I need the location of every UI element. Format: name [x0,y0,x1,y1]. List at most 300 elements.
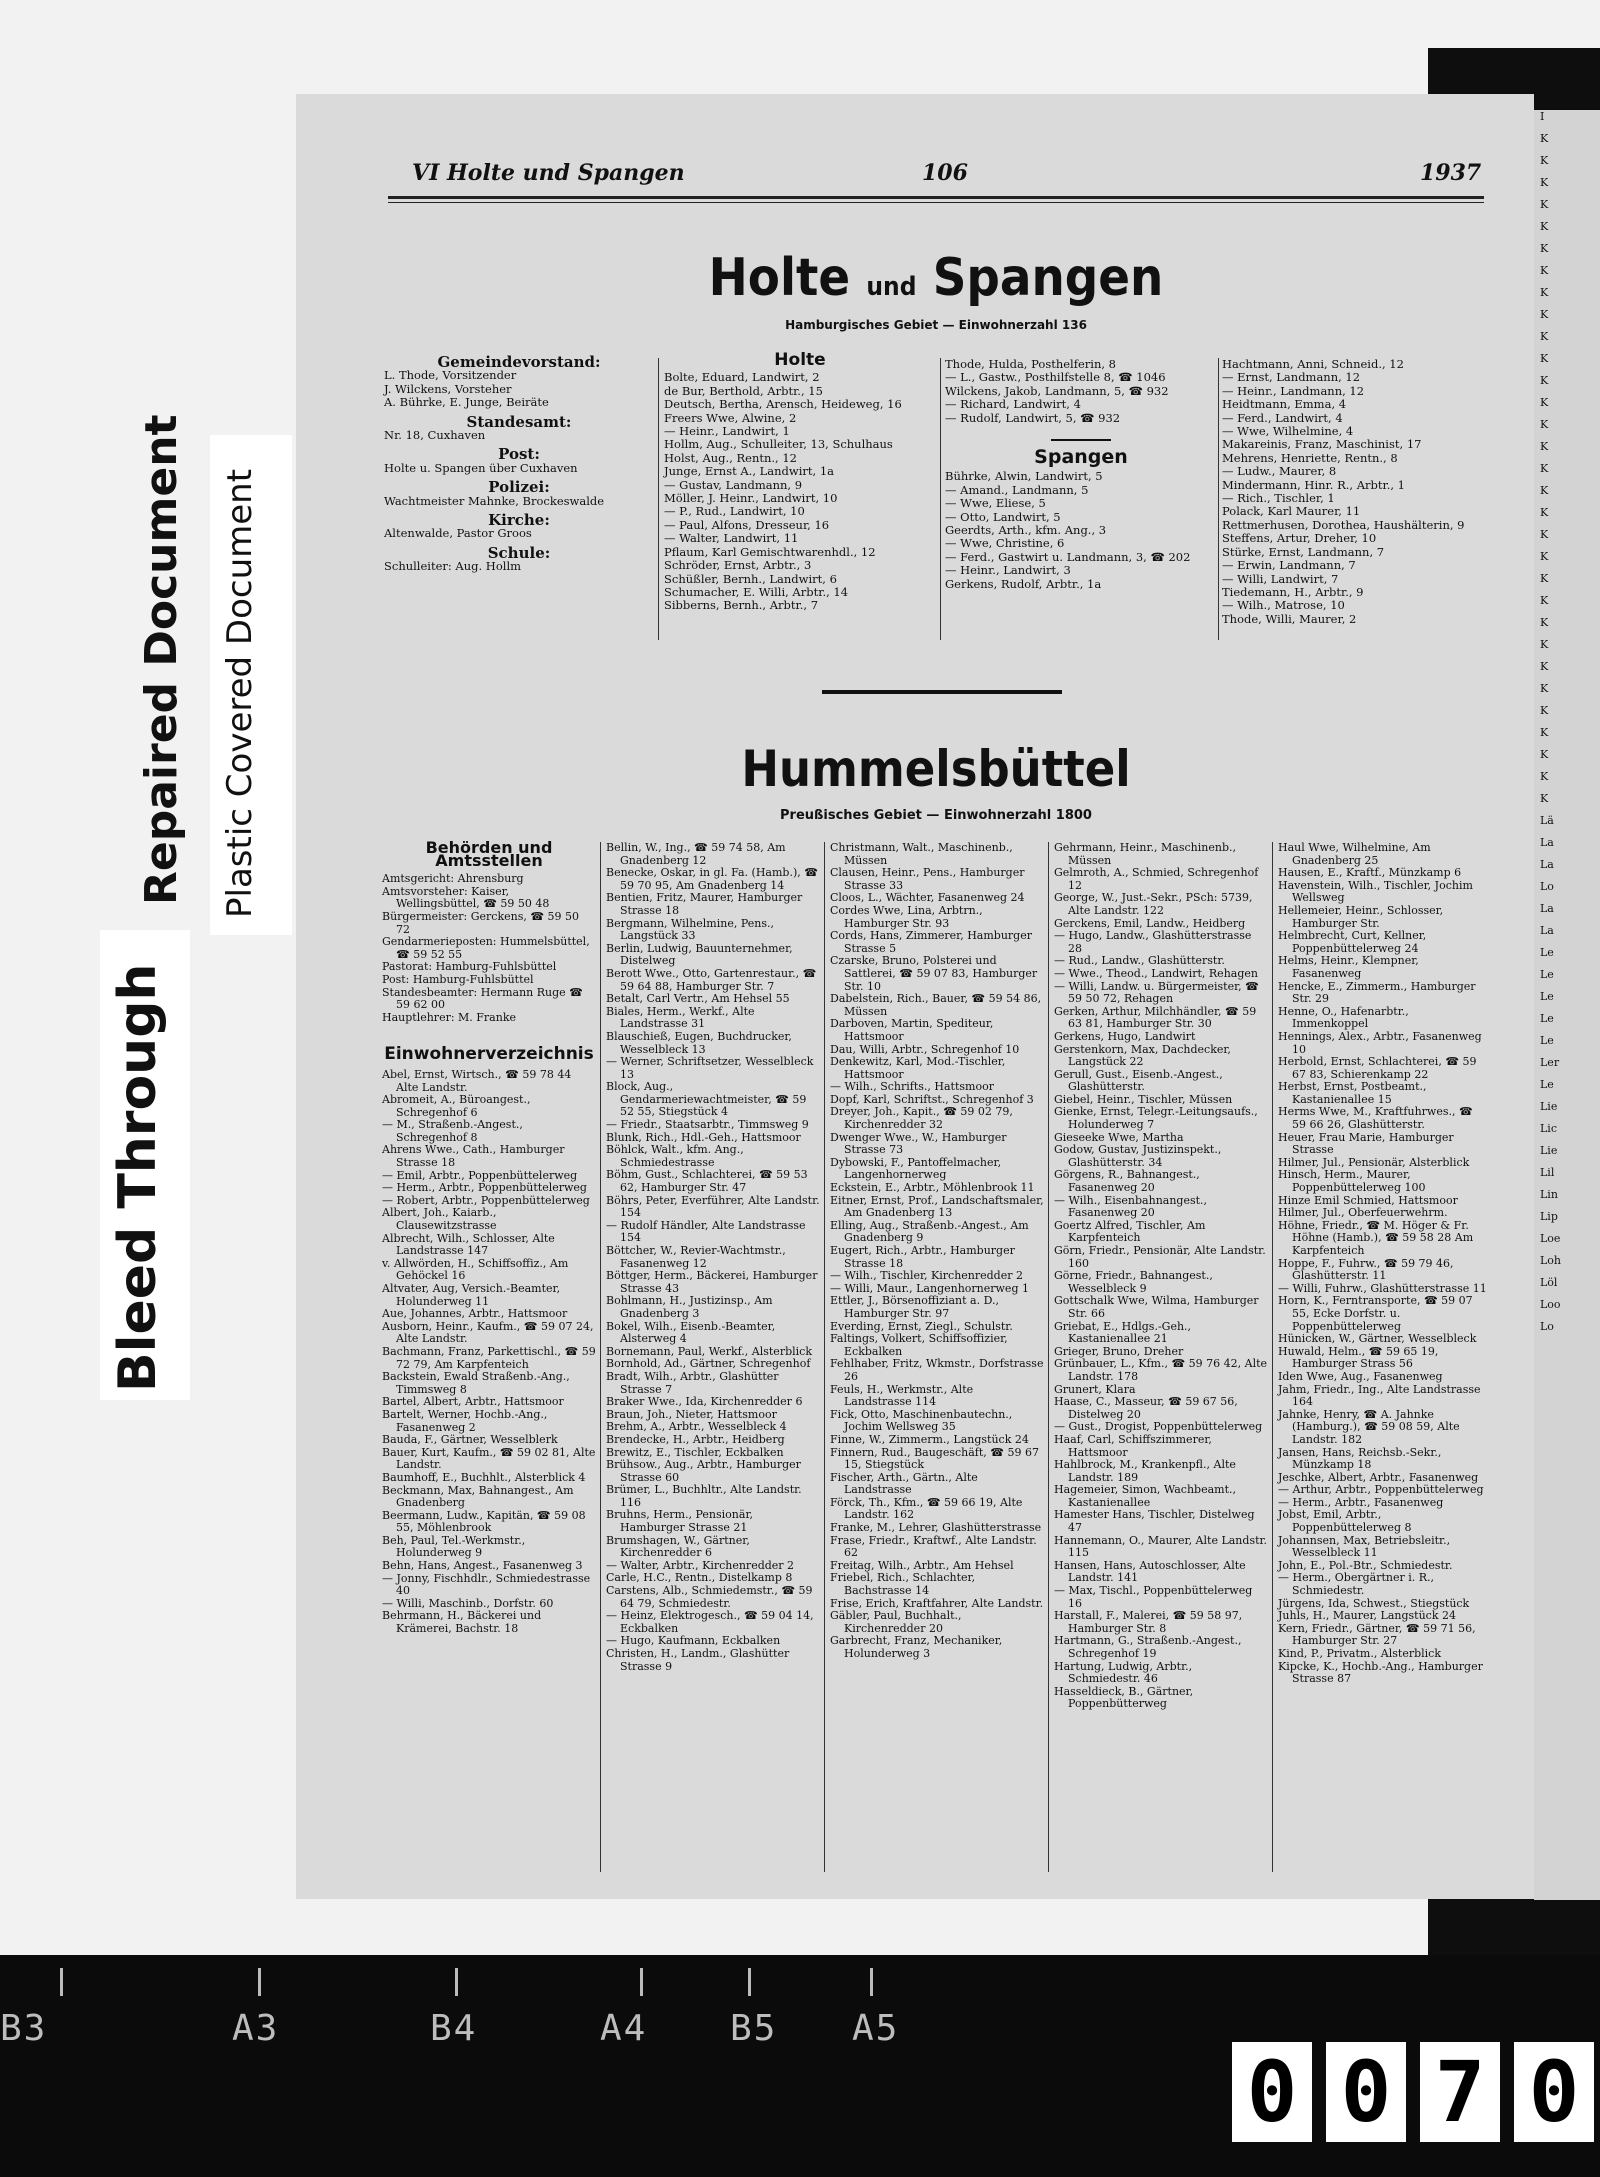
resident-entry: — Hugo, Kaufmann, Eckbalken [606,1634,781,1648]
resident-entry: — Robert, Arbtr., Poppenbüttelerweg [382,1193,590,1207]
resident-entry: — M., Straßenb.-Angest., Schregenhof 8 [382,1118,523,1144]
resident-entry: Kipcke, K., Hochb.-Ang., Hamburger Strasse 87 [1278,1659,1483,1686]
header-year: 1937 [1420,160,1482,186]
resident-entry: — Herm., Arbtr., Fasanenweg [1278,1495,1444,1509]
resident-entry: v. Allwörden, H., Schiffsoffiz., Am Gehöckel 16 [382,1256,569,1283]
resident-entry: Frase, Friedr., Kraftwf., Alte Landstr. 62 [830,1533,1037,1560]
resident-entry: Hinsch, Herm., Maurer, Poppenbüttelerweg 100 [1278,1168,1426,1195]
resident-entry: Johannsen, Max, Betriebsleitr., Wesselbleck 11 [1278,1533,1451,1560]
resident-entry: Heuer, Frau Marie, Hamburger Strasse [1278,1130,1454,1157]
resident-entry: Gerckens, Emil, Landw., Heidberg [1054,916,1246,930]
resident-entry: Pflaum, Karl Gemischtwarenhdl., 12 [664,544,876,559]
resident-entry: Hencke, E., Zimmerm., Hamburger Str. 29 [1278,979,1476,1006]
resident-entry: Grünbauer, L., Kfm., ☎ 59 76 42, Alte Landstr. 178 [1054,1357,1268,1383]
margin-fragment: K [1540,550,1549,563]
resident-entry: Görne, Friedr., Bahnangest., Wesselbleck 9 [1054,1269,1213,1295]
resident-entry: Bentien, Fritz, Maurer, Hamburger Strasse 18 [606,891,803,917]
resident-entry: Behn, Hans, Angest., Fasanenweg 3 [382,1559,583,1573]
resident-entry: Harstall, F., Malerei, ☎ 59 58 97, Hamburger Str. 8 [1054,1609,1243,1635]
header-title: VI Holte und Spangen [412,160,685,186]
margin-fragment: K [1540,242,1549,255]
resident-entry: Biales, Herm., Werkf., Alte Landstrasse 31 [606,1004,755,1031]
margin-fragment: K [1540,308,1549,321]
official-heading: Schule: [487,543,551,562]
margin-fragment: K [1540,352,1549,365]
resident-entry: — Wwe, Christine, 6 [945,536,1065,551]
margin-fragment: Lä [1540,814,1554,827]
ruler-label: A3 [232,2008,280,2049]
resident-entry: Gäbler, Paul, Buchhalt., Kirchenredder 20 [830,1609,962,1635]
resident-entry: — Rudolf Händler, Alte Landstrasse 154 [606,1218,806,1245]
resident-entry: Frise, Erich, Kraftfahrer, Alte Landstr. [830,1596,1044,1610]
resident-entry: Haul Wwe, Wilhelmine, Am Gnadenberg 25 [1278,841,1431,867]
resident-entry: Fehlhaber, Fritz, Wkmstr., Dorfstrasse 26 [830,1357,1044,1383]
resident-entry: Jobst, Emil, Arbtr., Poppenbüttelerweg 8 [1278,1508,1412,1535]
resident-entry: Czarske, Bruno, Polsterei und Sattlerei, ☎ 59 07 83, Hamburger Str. 10 [830,954,1038,993]
margin-fragment: Ler [1540,1056,1560,1069]
resident-entry: Griebat, E., Hdlgs.-Geh., Kastanienallee 21 [1054,1319,1192,1346]
resident-entry: Hartmann, G., Straßenb.-Angest., Schregenhof 19 [1054,1634,1242,1660]
next-page-edge [1534,110,1600,1900]
margin-fragment: Lip [1540,1210,1558,1223]
repaired-document-label: Repaired Document [136,414,187,905]
resident-entry: Bornemann, Paul, Werkf., Alsterblick [606,1344,812,1358]
ruler-label: A5 [852,2008,900,2049]
resident-entry: — Richard, Landwirt, 4 [945,397,1081,412]
resident-entry: Herbold, Ernst, Schlachterei, ☎ 59 67 83, Schierenkamp 22 [1278,1055,1477,1081]
frame-digit: 0 [1326,2042,1406,2142]
resident-entry: — Willi, Landwirt, 7 [1222,571,1339,586]
margin-fragment: Le [1540,946,1554,959]
official-line: Wachtmeister Mahnke, Brockeswalde [384,493,605,508]
margin-fragment: K [1540,660,1549,673]
resident-entry: — Max, Tischl., Poppenbüttelerweg 16 [1054,1584,1253,1610]
resident-entry: Bauer, Kurt, Kaufm., ☎ 59 02 81, Alte Landstr. [382,1445,596,1472]
resident-entry: Helmbrecht, Curt, Kellner, Poppenbüttelerweg 24 [1278,929,1427,955]
resident-entry: Wilckens, Jakob, Landmann, 5, ☎ 932 [945,383,1169,398]
resident-entry: Hansen, Hans, Autoschlosser, Alte Landstr. 141 [1054,1558,1246,1585]
resident-entry: Haaf, Carl, Schiffszimmerer, Hattsmoor [1054,1432,1212,1459]
resident-entry: Junge, Ernst A., Landwirt, 1a [664,464,835,479]
resident-entry: Juhls, H., Maurer, Langstück 24 [1278,1609,1456,1623]
resident-entry: — Otto, Landwirt, 5 [945,509,1061,524]
resident-entry: Cordes Wwe, Lina, Arbtrn., Hamburger Str. 93 [830,903,983,930]
resident-entry: — Herm., Arbtr., Poppenbüttelerweg [382,1181,587,1195]
margin-fragment: K [1540,220,1549,233]
resident-entry: — Ferd., Gastwirt u. Landmann, 3, ☎ 202 [945,549,1191,564]
resident-entry: Horn, K., Ferntransporte, ☎ 59 07 55, Ecke Dorfstr. u. Poppenbüttelerweg [1278,1294,1473,1333]
spangen-heading: Spangen [1034,446,1128,469]
resident-entry: Rettmerhusen, Dorothea, Haushälterin, 9 [1222,517,1465,532]
frame-digit: 0 [1514,2042,1594,2142]
margin-fragment: K [1540,440,1549,453]
resident-entry: Everding, Ernst, Ziegl., Schulstr. [830,1319,1013,1333]
official-heading: Post: [498,445,540,464]
official-line: Holte u. Spangen über Cuxhaven [384,460,578,475]
resident-entry: — Heinr., Landwirt, 3 [945,563,1071,578]
resident-entry: Altvater, Aug, Versich.-Beamter, Holunderweg 11 [382,1282,561,1308]
resident-entry: Jahnke, Henry, ☎ A. Jahnke (Hamburg.), ☎ 59 08 59, Alte Landstr. 182 [1278,1407,1460,1446]
hummel-col-4 [1054,842,1268,1711]
holte-residents-2 [945,358,1217,591]
resident-entry: Clausen, Heinr., Pens., Hamburger Strasse 33 [830,866,1025,892]
resident-entry: Dwenger Wwe., W., Hamburger Strasse 73 [830,1130,1007,1157]
frame-digit: 7 [1420,2042,1500,2142]
margin-fragment: K [1540,616,1549,629]
resident-entry: Darboven, Martin, Spediteur, Hattsmoor [830,1017,994,1043]
resident-entry: Hilmer, Jul., Pensionär, Alsterblick [1278,1155,1470,1169]
resident-entry: — P., Rud., Landwirt, 10 [664,504,805,519]
resident-entry: Benecke, Oskar, in gl. Fa. (Hamb.), ☎ 59 70 95, Am Gnadenberg 14 [606,866,818,892]
margin-fragment: Loe [1540,1232,1561,1245]
resident-entry: Gehrmann, Heinr., Maschinenb., Müssen [1054,841,1236,867]
resident-entry: Dybowski, F., Pantoffelmacher, Langenhornerweg [830,1155,1002,1182]
resident-entry: Bolte, Eduard, Landwirt, 2 [664,370,820,385]
margin-fragment: Lo [1540,1320,1554,1333]
resident-entry: Deutsch, Bertha, Arensch, Heideweg, 16 [664,397,902,412]
hummel-col-2 [606,842,820,1673]
official-line: Nr. 18, Cuxhaven [384,428,486,443]
section-subtitle-holte: Hamburgisches Gebiet — Einwohnerzahl 136 [785,318,1087,332]
margin-fragment: K [1540,176,1549,189]
resident-entry: — Friedr., Staatsarbtr., Timmsweg 9 [606,1118,809,1132]
margin-fragment: K [1540,528,1549,541]
official-line: A. Bührke, E. Junge, Beiräte [384,395,549,410]
resident-entry: Bachmann, Franz, Parkettischl., ☎ 59 72 79, Am Karpfenteich [382,1344,596,1371]
column-rule [1272,842,1273,1872]
resident-entry: Hellemeier, Heinr., Schlosser, Hamburger Str. [1278,903,1444,930]
resident-entry: Gienke, Ernst, Telegr.-Leitungsaufs., Holunderweg 7 [1054,1105,1258,1132]
margin-fragment: Le [1540,1012,1554,1025]
official-line: L. Thode, Vorsitzender [384,368,517,383]
resident-entry: — Ludw., Maurer, 8 [1222,464,1337,479]
resident-entry: Böhrs, Peter, Everführer, Alte Landstr. 154 [606,1193,820,1220]
resident-entry: Albrecht, Wilh., Schlosser, Alte Landstrasse 147 [382,1231,555,1258]
holte-heading: Holte [774,350,826,370]
margin-fragment: I [1540,110,1545,123]
resident-entry: Hamester Hans, Tischler, Distelweg 47 [1054,1508,1255,1535]
resident-entry: Abromeit, A., Büroangest., Schregenhof 6 [382,1093,531,1119]
frame-digit: 0 [1232,2042,1312,2142]
margin-fragment: Le [1540,1034,1554,1047]
holte-officials [384,350,654,574]
margin-fragment: Le [1540,1078,1554,1091]
resident-entry: Herbst, Ernst, Postbeamt., Kastanienallee 15 [1278,1080,1427,1106]
resident-entry: Böhlck, Walt., kfm. Ang., Schmiedestrasse [606,1143,744,1169]
section-divider [822,690,1062,694]
column-rule [824,842,825,1872]
resident-entry: Giebel, Heinr., Tischler, Müssen [1054,1092,1233,1106]
resident-entry: Bellin, W., Ing., ☎ 59 74 58, Am Gnadenberg 12 [606,841,786,867]
resident-entry: Fick, Otto, Maschinenbautechn., Jochim Wellsweg 35 [830,1407,1013,1434]
resident-entry: Brewitz, E., Tischler, Eckbalken [606,1445,784,1459]
resident-entry: — Heinz, Elektrogesch., ☎ 59 04 14, Eckbalken [606,1609,814,1635]
resident-entry: — Wilh., Eisenbahnangest., Fasanenweg 20 [1054,1193,1208,1220]
resident-entry: Friebel, Rich., Schlachter, Bachstrasse 14 [830,1571,976,1598]
film-ruler [0,1958,1220,2118]
resident-entry: Jansen, Hans, Reichsb.-Sekr., Münzkamp 18 [1278,1445,1442,1472]
margin-fragment: K [1540,682,1549,695]
resident-entry: Böttger, Herm., Bäckerei, Hamburger Strasse 43 [606,1269,818,1295]
column-rule [1048,842,1049,1872]
margin-fragment: Löl [1540,1276,1558,1289]
resident-entry: Polack, Karl Maurer, 11 [1222,504,1361,519]
resident-entry: Gerken, Arthur, Milchhändler, ☎ 59 63 81, Hamburger Str. 30 [1054,1004,1257,1031]
resident-entry: — Herm., Obergärtner i. R., Schmiedestr. [1278,1571,1435,1598]
resident-entry: Carle, H.C., Rentn., Distelkamp 8 [606,1571,793,1585]
official-line: Altenwalde, Pastor Groos [384,526,532,541]
authority-entry: Standesbeamter: Hermann Ruge ☎ 59 62 00 [382,985,583,1012]
margin-fragment: Lie [1540,1144,1558,1157]
resident-entry: Brumshagen, W., Gärtner, Kirchenredder 6 [606,1533,750,1560]
ruler-label: B3 [0,2008,48,2049]
resident-entry: — Paul, Alfons, Dresseur, 16 [664,517,830,532]
resident-entry: Brendecke, H., Arbtr., Heidberg [606,1432,785,1446]
section-title-holte: Holte und Spangen [708,248,1164,308]
resident-entry: Godow, Gustav, Justizinspekt., Glashütterstr. 34 [1054,1143,1222,1169]
margin-fragment: K [1540,506,1549,519]
resident-entry: Gottschalk Wwe, Wilma, Hamburger Str. 66 [1054,1294,1259,1320]
resident-entry: Heidtmann, Emma, 4 [1222,397,1347,412]
resident-entry: Blauschieß, Eugen, Buchdrucker, Wesselbleck 13 [606,1029,792,1056]
official-line: J. Wilckens, Vorsteher [384,381,512,396]
resident-entry: Denkewitz, Karl, Mod.-Tischler, Hattsmoor [830,1055,1006,1081]
resident-entry: Helms, Heinr., Klempner, Fasanenweg [1278,954,1419,980]
resident-entry: Huwald, Helm., ☎ 59 65 19, Hamburger Strass 56 [1278,1344,1439,1371]
resident-entry: John, E., Pol.-Btr., Schmiedestr. [1278,1558,1453,1572]
resident-entry: — Gust., Drogist, Poppenbüttelerweg [1054,1420,1263,1434]
authority-entry: Amtsvorsteher: Kaiser, Wellingsbüttel, ☎ 59 50 48 [382,884,550,911]
margin-fragment: K [1540,484,1549,497]
authority-entry: Gendarmerieposten: Hummelsbüttel, ☎ 59 52 55 [382,935,590,961]
margin-fragment: Lie [1540,1100,1558,1113]
resident-entry: Böhm, Gust., Schlachterei, ☎ 59 53 62, Hamburger Str. 47 [606,1168,808,1195]
hummel-col-3 [830,842,1044,1661]
resident-entry: Makareinis, Franz, Maschinist, 17 [1222,437,1422,452]
resident-entry: Gerstenkorn, Max, Dachdecker, Langstück 22 [1054,1042,1231,1069]
resident-entry: Hoppe, F., Fuhrw., ☎ 59 79 46, Glashütterstr. 11 [1278,1256,1454,1283]
resident-entry: Höhne, Friedr., ☎ M. Höger & Fr. Höhne (Hamb.), ☎ 59 58 28 Am Karpfenteich [1278,1218,1474,1257]
resident-entry: Blunk, Rich., Hdl.-Geh., Hattsmoor [606,1130,801,1144]
official-line: Schulleiter: Aug. Hollm [384,559,522,574]
resident-entry: — Walter, Arbtr., Kirchenredder 2 [606,1558,795,1572]
margin-fragment: K [1540,374,1549,387]
resident-entry: Jahm, Friedr., Ing., Alte Landstrasse 164 [1278,1382,1481,1409]
residents-heading: Einwohnerverzeichnis [384,1044,594,1065]
ruler-label: B5 [730,2008,778,2049]
resident-entry: Bauda, F., Gärtner, Wesselblerk [382,1433,558,1447]
resident-entry: Gelmroth, A., Schmied, Schregenhof 12 [1054,866,1259,892]
resident-entry: — Rudolf, Landwirt, 5, ☎ 932 [945,410,1121,425]
resident-entry: Freers Wwe, Alwine, 2 [664,410,797,425]
margin-fragment: K [1540,330,1549,343]
holte-residents [664,350,936,613]
authority-entry: Pastorat: Hamburg-Fuhlsbüttel [382,960,557,974]
resident-entry: Gerull, Gust., Eisenb.-Angest., Glashütterstr. [1054,1067,1223,1094]
resident-entry: Eugert, Rich., Arbtr., Hamburger Strasse 18 [830,1244,1015,1270]
resident-entry: Steffens, Artur, Dreher, 10 [1222,531,1377,546]
resident-entry: Carstens, Alb., Schmiedemstr., ☎ 59 64 79, Schmiedestr. [606,1584,813,1610]
resident-entry: Jeschke, Albert, Arbtr., Fasanenweg [1278,1470,1479,1484]
resident-entry: Goertz Alfred, Tischler, Am Karpfenteich [1054,1218,1206,1245]
resident-entry: Jürgens, Ida, Schwest., Stiegstück [1278,1596,1470,1610]
resident-entry: Hartung, Ludwig, Arbtr., Schmiedestr. 46 [1054,1659,1193,1686]
resident-entry: Bartelt, Werner, Hochb.-Ang., Fasanenweg 2 [382,1407,548,1434]
resident-entry: Cords, Hans, Zimmerer, Hamburger Strasse 5 [830,929,1032,955]
margin-fragment: K [1540,770,1549,783]
resident-entry: Tiedemann, H., Arbtr., 9 [1222,584,1364,599]
resident-entry: — Wilh., Matrose, 10 [1222,598,1345,613]
authority-entry: Post: Hamburg-Fuhlsbüttel [382,972,534,986]
plastic-covered-label: Plastic Covered Document [220,468,260,918]
resident-entry: — Willi, Fuhrw., Glashütterstrasse 11 [1278,1281,1487,1295]
resident-entry: — Wwe, Wilhelmine, 4 [1222,424,1354,439]
margin-fragment: Le [1540,968,1554,981]
resident-entry: Thode, Willi, Maurer, 2 [1222,611,1357,626]
authority-entry: Hauptlehrer: M. Franke [382,1010,517,1024]
bleed-through-label: Bleed Through [108,963,168,1392]
section-subtitle-hummelsbuettel: Preußisches Gebiet — Einwohnerzahl 1800 [780,808,1092,823]
resident-entry: Elling, Aug., Straßenb.-Angest., Am Gnadenberg 9 [830,1218,1029,1245]
resident-entry: Christen, H., Landm., Glashütter Strasse 9 [606,1647,790,1673]
resident-entry: Hennings, Alex., Arbtr., Fasanenweg 10 [1278,1029,1482,1056]
resident-entry: Möller, J. Heinr., Landwirt, 10 [664,491,838,506]
section-title-hummelsbuettel: Hummelsbüttel [741,740,1131,798]
official-heading: Gemeindevorstand: [437,353,601,371]
margin-fragment: K [1540,286,1549,299]
resident-entry: Abel, Ernst, Wirtsch., ☎ 59 78 44 Alte Landstr. [382,1067,572,1094]
resident-entry: — Heinr., Landmann, 12 [1222,383,1365,398]
resident-entry: Ahrens Wwe., Cath., Hamburger Strasse 18 [382,1143,565,1170]
resident-entry: Berott Wwe., Otto, Gartenrestaur., ☎ 59 64 88, Hamburger Str. 7 [606,966,817,993]
resident-entry: de Bur, Berthold, Arbtr., 15 [664,383,823,398]
resident-entry: Henne, O., Hafenarbtr., Immenkoppel [1278,1004,1409,1031]
resident-entry: Bokel, Wilh., Eisenb.-Beamter, Alsterweg 4 [606,1319,776,1346]
resident-entry: Grunert, Klara [1054,1382,1136,1396]
resident-entry: Brehm, A., Arbtr., Wesselbleck 4 [606,1420,787,1434]
resident-entry: — Gustav, Landmann, 9 [664,477,803,492]
ruler-label: A4 [600,2008,648,2049]
resident-entry: Faltings, Volkert, Schiffsoffizier, Eckbalken [830,1332,1008,1358]
resident-entry: Braker Wwe., Ida, Kirchenredder 6 [606,1395,803,1409]
resident-entry: Dreyer, Joh., Kapit., ☎ 59 02 79, Kirchenredder 32 [830,1105,1013,1132]
resident-entry: Ausborn, Heinr., Kaufm., ☎ 59 07 24, Alte Landstr. [382,1319,594,1346]
margin-fragment: K [1540,726,1549,739]
resident-entry: — Rich., Tischler, 1 [1222,491,1335,506]
margin-fragment: K [1540,638,1549,651]
resident-entry: Eckstein, E., Arbtr., Möhlenbrook 11 [830,1181,1035,1195]
resident-entry: Dabelstein, Rich., Bauer, ☎ 59 54 86, Müssen [830,992,1042,1018]
resident-entry: Hollm, Aug., Schulleiter, 13, Schulhaus [664,437,893,452]
resident-entry: Sibberns, Bernh., Arbtr., 7 [664,598,819,613]
resident-entry: Hünicken, W., Gärtner, Wesselbleck [1278,1332,1477,1346]
resident-entry: Garbrecht, Franz, Mechaniker, Holunderweg 3 [830,1634,1003,1660]
resident-entry: Havenstein, Wilh., Tischler, Jochim Wellsweg [1278,878,1473,905]
margin-fragment: Le [1540,990,1554,1003]
resident-entry: Hagemeier, Simon, Wachbeamt., Kastanienallee [1054,1483,1237,1509]
resident-entry: Bruhns, Herm., Pensionär, Hamburger Strasse 21 [606,1508,753,1535]
resident-entry: — Willi, Maschinb., Dorfstr. 60 [382,1596,554,1610]
margin-fragment: K [1540,154,1549,167]
resident-entry: Christmann, Walt., Maschinenb., Müssen [830,841,1013,867]
resident-entry: Hausen, E., Kraftf., Münzkamp 6 [1278,866,1462,880]
resident-entry: Hinze Emil Schmied, Hattsmoor [1278,1193,1458,1207]
resident-entry: Grieger, Bruno, Dreher [1054,1344,1184,1358]
margin-fragment: Lin [1540,1188,1558,1201]
margin-fragment: La [1540,902,1554,915]
resident-entry: — L., Gastw., Posthilfstelle 8, ☎ 1046 [945,370,1166,385]
resident-entry: — Willi, Landw. u. Bürgermeister, ☎ 59 50 72, Rehagen [1054,979,1259,1006]
resident-entry: Feuls, H., Werkmstr., Alte Landstrasse 114 [830,1382,974,1409]
margin-fragment: Lic [1540,1122,1557,1135]
resident-entry: Herms Wwe, M., Kraftfuhrwes., ☎ 59 66 26, Glashütterstr. [1278,1105,1473,1132]
resident-entry: — Hugo, Landw., Glashütterstrasse 28 [1054,929,1252,955]
margin-fragment: K [1540,594,1549,607]
spangen-residents [1222,358,1492,626]
margin-fragment: K [1540,748,1549,761]
resident-entry: Bohlmann, H., Justizinsp., Am Gnadenberg 3 [606,1294,773,1320]
resident-entry: — Jonny, Fischhdlr., Schmiedestrasse 40 [382,1571,591,1598]
resident-entry: Kern, Friedr., Gärtner, ☎ 59 71 56, Hamburger Str. 27 [1278,1621,1476,1648]
resident-entry: Aue, Johannes, Arbtr., Hattsmoor [382,1307,568,1321]
resident-entry: Brühsow., Aug., Arbtr., Hamburger Strasse 60 [606,1458,801,1484]
margin-fragment: Lil [1540,1166,1555,1179]
official-heading: Kirche: [488,511,550,530]
resident-entry: Behrmann, H., Bäckerei und Krämerei, Bachstr. 18 [382,1609,542,1636]
margin-fragment: K [1540,704,1549,717]
resident-entry: Hannemann, O., Maurer, Alte Landstr. 115 [1054,1533,1268,1560]
hummel-col-5 [1278,842,1488,1686]
resident-entry: — Willi, Maur., Langenhornerweg 1 [830,1281,1029,1295]
resident-entry: — Emil, Arbtr., Poppenbüttelerweg [382,1168,578,1182]
resident-entry: Böttcher, W., Revier-Wachtmstr., Fasanenweg 12 [606,1244,786,1270]
resident-entry: Stürke, Ernst, Landmann, 7 [1222,544,1385,559]
resident-entry: Bergmann, Wilhelmine, Pens., Langstück 33 [606,916,774,943]
resident-entry: Bartel, Albert, Arbtr., Hattsmoor [382,1395,564,1409]
resident-entry: — Wwe, Eliese, 5 [945,496,1046,511]
resident-entry: Thode, Hulda, Posthelferin, 8 [945,357,1117,371]
resident-entry: Freitag, Wilh., Arbtr., Am Hehsel [830,1558,1014,1572]
resident-entry: Görgens, R., Bahnangest., Fasanenweg 20 [1054,1168,1200,1195]
resident-entry: Finnern, Rud., Baugeschäft, ☎ 59 67 15, Stiegstück [830,1445,1039,1472]
resident-entry: Mehrens, Henriette, Rentn., 8 [1222,450,1398,465]
resident-entry: Bührke, Alwin, Landwirt, 5 [945,469,1103,484]
authority-entry: Amtsgericht: Ahrensburg [382,872,524,886]
margin-fragment: Loo [1540,1298,1561,1311]
margin-fragment: La [1540,924,1554,937]
resident-entry: Beermann, Ludw., Kapitän, ☎ 59 08 55, Möhlenbrook [382,1508,586,1535]
margin-fragment: K [1540,418,1549,431]
column-rule [658,358,659,640]
resident-entry: Cloos, L., Wächter, Fasanenweg 24 [830,891,1025,905]
margin-fragment: K [1540,792,1549,805]
resident-entry: Beckmann, Max, Bahnangest., Am Gnadenberg [382,1483,574,1510]
resident-entry: Gerkens, Rudolf, Arbtr., 1a [945,576,1102,591]
resident-entry: — Ferd., Landwirt, 4 [1222,410,1343,425]
resident-entry: Schumacher, E. Willi, Arbtr., 14 [664,584,849,599]
header-rule [388,196,1484,203]
authorities-heading: Behörden und Amtsstellen [425,838,553,870]
ruler-label: B4 [430,2008,478,2049]
resident-entry: Görn, Friedr., Pensionär, Alte Landstr. 160 [1054,1244,1266,1270]
resident-entry: Franke, M., Lehrer, Glashütterstrasse [830,1521,1042,1535]
resident-entry: Dopf, Karl, Schriftst., Schregenhof 3 [830,1092,1034,1106]
resident-entry: Gerkens, Hugo, Landwirt [1054,1029,1196,1043]
column-rule [940,358,941,640]
resident-entry: — Wilh., Tischler, Kirchenredder 2 [830,1269,1023,1283]
margin-fragment: K [1540,572,1549,585]
margin-fragment: La [1540,858,1554,871]
